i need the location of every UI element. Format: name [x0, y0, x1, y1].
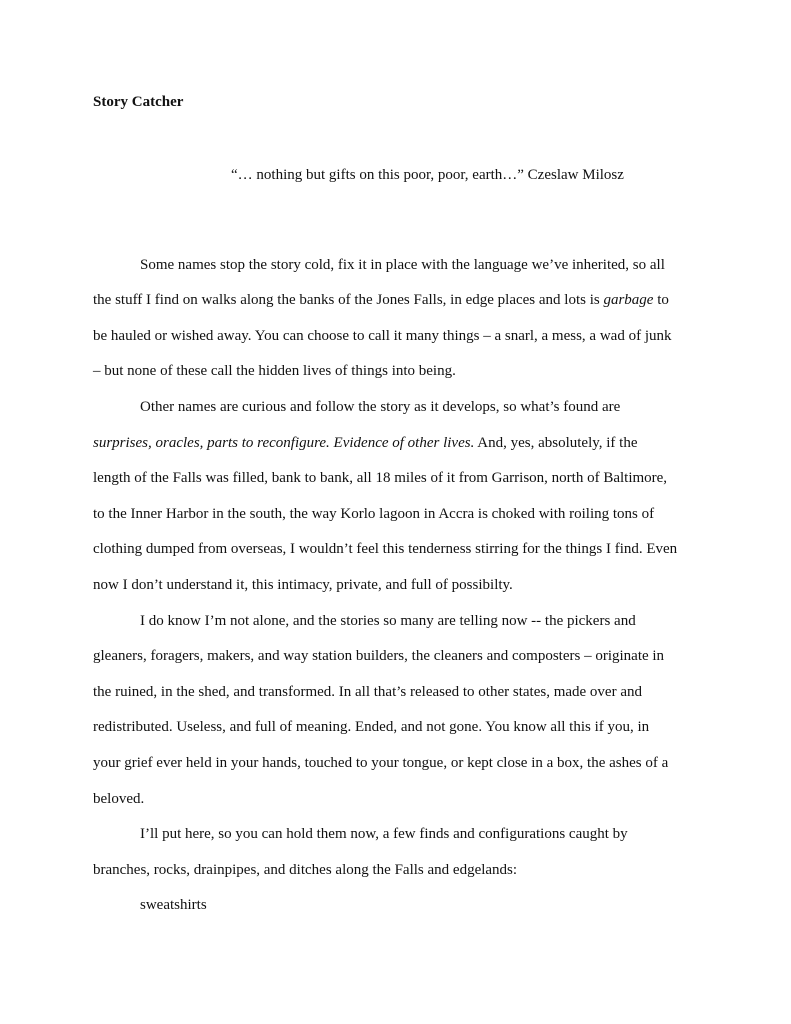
body-line-16: beloved. — [93, 791, 145, 807]
body-line-9: clothing dumped from overseas, I wouldn’t feel this tenderness stirring for the things I find. Even — [93, 541, 678, 557]
body-line-2-end: to — [653, 292, 669, 308]
body-line-17: I’ll put here, so you can hold them now, a few finds and configurations caught by — [140, 826, 628, 842]
body-line-5: Other names are curious and follow the story as it develops, so what’s found are — [140, 399, 621, 415]
body-line-2 — [93, 291, 669, 309]
italic-surprises: surprises, oracles, parts to reconfigure. Evidence of other lives. — [93, 435, 475, 451]
body-line-11: I do know I’m not alone, and the stories so many are telling now -- the pickers and — [140, 613, 636, 629]
body-line-13: the ruined, in the shed, and transformed. In all that’s released to other states, made over and — [93, 684, 642, 700]
epigraph: “… nothing but gifts on this poor, poor, earth…” Czeslaw Milosz — [231, 167, 624, 183]
body-line-8: to the Inner Harbor in the south, the way Korlo lagoon in Accra is choked with roiling tons of — [93, 506, 655, 522]
body-line-7: length of the Falls was filled, bank to bank, all 18 miles of it from Garrison, north of Baltimore, — [93, 470, 668, 486]
document-title: Story Catcher — [93, 94, 184, 110]
body-line-6-text: And, yes, absolutely, if the — [474, 435, 638, 451]
body-line-14: redistributed. Useless, and full of meaning. Ended, and not gone. You know all this if you, in — [93, 719, 650, 735]
body-line-15: your grief ever held in your hands, touched to your tongue, or kept close in a box, the ashes of a — [93, 755, 669, 771]
body-line-6 — [93, 434, 638, 452]
body-line-1: Some names stop the story cold, fix it in place with the language we’ve inherited, so all — [140, 257, 665, 273]
italic-garbage: garbage — [603, 292, 654, 308]
body-line-4: – but none of these call the hidden lives of things into being. — [93, 363, 456, 379]
body-line-3: be hauled or wished away. You can choose to call it many things – a snarl, a mess, a wad of junk — [93, 328, 672, 344]
body-line-12: gleaners, foragers, makers, and way station builders, the cleaners and composters – originate in — [93, 648, 665, 664]
body-line-2-text: the stuff I find on walks along the banks of the Jones Falls, in edge places and lots is — [93, 292, 604, 308]
body-line-10: now I don’t understand it, this intimacy, private, and full of possibilty. — [93, 577, 513, 593]
body-line-18: branches, rocks, drainpipes, and ditches along the Falls and edgelands: — [93, 862, 518, 878]
list-item-sweatshirts: sweatshirts — [140, 897, 207, 913]
